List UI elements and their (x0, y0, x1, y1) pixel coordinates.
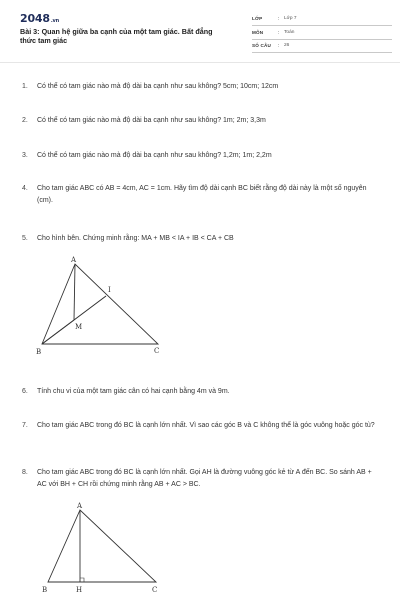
logo-main: 2048 (20, 12, 50, 25)
label-m: M (75, 323, 83, 331)
triangle-abc (42, 264, 158, 344)
site-logo[interactable] (20, 12, 59, 25)
segment-mi (74, 296, 106, 320)
question-text: Cho hình bên. Chứng minh rằng: MA + MB < IA + IB < CA + CB (37, 235, 234, 242)
question-text: Cho tam giác ABC có AB = 4cm, AC = 1cm. Hãy tìm độ dài cạnh BC biết rằng độ dài này là một số nguyên (cm). (37, 185, 367, 204)
meta-row-class (252, 14, 392, 26)
meta-label: SỐ CÂU (252, 43, 272, 48)
page-title: Bài 3: Quan hệ giữa ba cạnh của một tam giác. Bất đẳng thức tam giác (20, 27, 213, 45)
label-c: C (154, 347, 160, 355)
question-number: 1. (22, 83, 28, 90)
meta-label: MÔN (252, 29, 264, 35)
label-c: C (152, 586, 158, 594)
meta-value: Toán (284, 29, 295, 35)
question-number: 6. (22, 388, 28, 395)
question-number: 5. (22, 235, 28, 242)
question-number: 7. (22, 422, 28, 429)
label-b: B (42, 586, 48, 594)
question-number: 4. (22, 185, 28, 192)
meta-colon: : (278, 43, 280, 49)
label-i: I (108, 286, 111, 294)
question-number: 8. (22, 469, 28, 476)
meta-value: 26 (284, 43, 290, 48)
figure-2-svg (36, 500, 166, 598)
question-text: Có thể có tam giác nào mà độ dài ba cạnh như sau không? 1,2m; 1m; 2,2m (37, 152, 272, 159)
label-a: A (77, 502, 83, 510)
logo-suffix: .vn (50, 18, 59, 24)
meta-colon: : (278, 16, 280, 22)
question-text: Có thể có tam giác nào mà độ dài ba cạnh như sau không? 5cm; 10cm; 12cm (37, 83, 279, 90)
triangle-abc (48, 510, 156, 582)
label-a: A (71, 256, 77, 264)
question-number: 2. (22, 117, 28, 124)
figure-1-svg (30, 252, 170, 360)
label-b: B (36, 348, 42, 356)
figure-triangle-abc-altitude (36, 500, 166, 598)
question-text: Có thể có tam giác nào mà độ dài ba cạnh như sau không? 1m; 2m; 3,3m (37, 117, 266, 124)
meta-row-subject (252, 28, 392, 40)
meta-value: Lớp 7 (284, 16, 297, 21)
header-divider (0, 62, 400, 63)
meta-row-count (252, 41, 392, 53)
meta-label: LỚP (252, 16, 263, 21)
figure-triangle-abc-im (30, 252, 170, 360)
question-text: Tính chu vi của một tam giác cân có hai cạnh bằng 4m và 9m. (37, 388, 230, 395)
right-angle-mark (80, 578, 84, 582)
question-number: 3. (22, 152, 28, 159)
question-text: Cho tam giác ABC trong đó BC là cạnh lớn nhất. Gọi AH là đường vuông góc kẻ từ A đến BC. So sánh AB + AC với BH + CH rồi chứng minh rằng AB + AC > BC. (37, 469, 372, 488)
segment-am (74, 264, 75, 320)
question-text: Cho tam giác ABC trong đó BC là cạnh lớn nhất. Vì sao các góc B và C không thể là góc vuông hoặc góc tù? (37, 422, 375, 429)
worksheet-header (20, 12, 385, 60)
label-h: H (76, 586, 83, 594)
meta-colon: : (278, 29, 280, 36)
meta-panel (252, 14, 392, 55)
